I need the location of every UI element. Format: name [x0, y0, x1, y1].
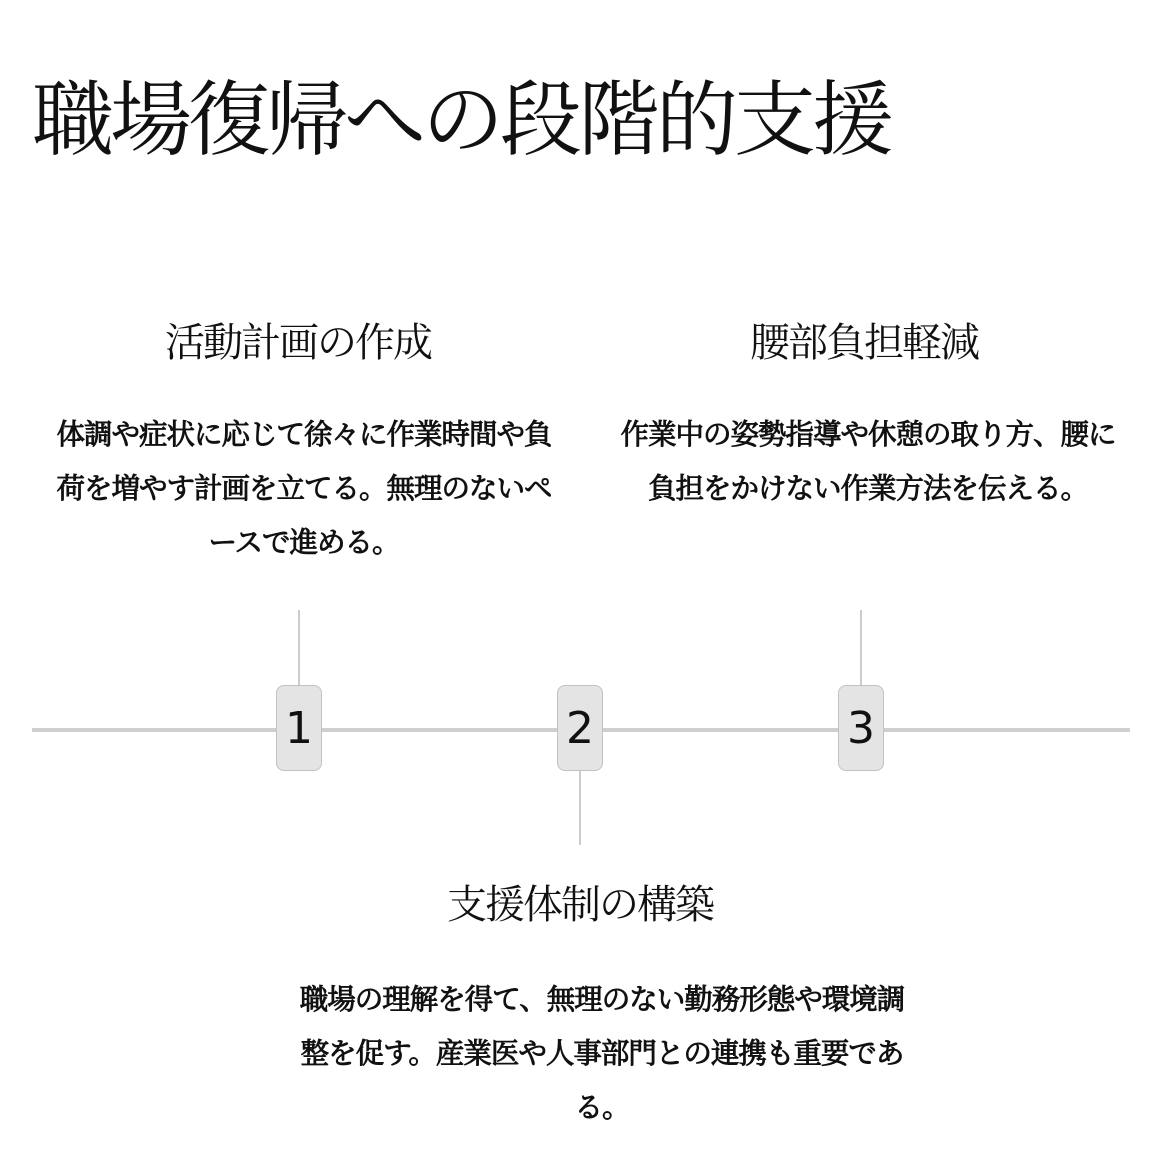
connector-step-3 [860, 610, 862, 685]
step-1-description: 体調や症状に応じて徐々に作業時間や負荷を増やす計画を立てる。無理のないペースで進める。 [56, 418, 552, 559]
step-3-title: 腰部負担軽減 [750, 320, 978, 366]
step-1-number-badge: 1 [276, 685, 322, 771]
page-title: 職場復帰への段階的支援 [32, 73, 891, 168]
step-2-number-badge: 2 [557, 685, 603, 771]
step-3-description: 作業中の姿勢指導や休憩の取り方、腰に負担をかけない作業方法を伝える。 [620, 418, 1116, 505]
connector-step-1 [298, 610, 300, 685]
connector-step-2 [579, 771, 581, 845]
step-2-title: 支援体制の構築 [447, 882, 713, 928]
step-3-number-badge: 3 [838, 685, 884, 771]
step-2-description: 職場の理解を得て、無理のない勤務形態や環境調整を促す。産業医や人事部門との連携も重要である。 [299, 983, 905, 1124]
step-1-title: 活動計画の作成 [165, 320, 431, 366]
